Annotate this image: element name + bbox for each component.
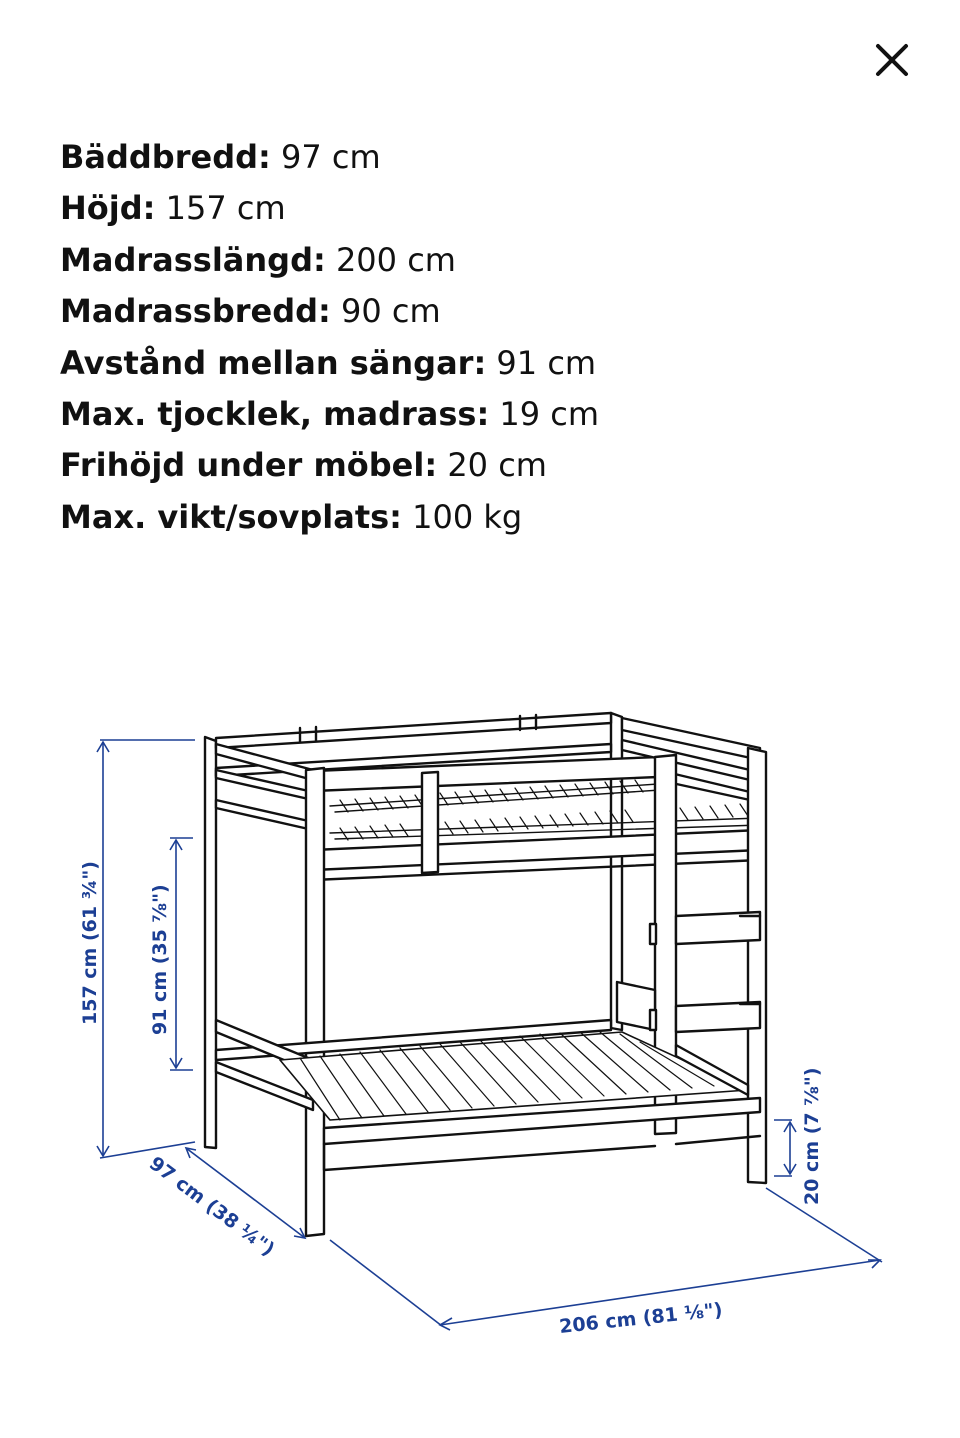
spec-value: 90 cm xyxy=(340,292,441,331)
spec-clearance-under xyxy=(60,440,920,491)
spec-distance-between-beds xyxy=(60,338,920,389)
bunk-bed-dimension-diagram xyxy=(0,700,960,1360)
height-dimension-label: 157 cm (61 ¾") xyxy=(79,861,101,1025)
between-beds-dimension-label: 91 cm (35 ⅞") xyxy=(149,884,171,1035)
clearance-dimension-label: 20 cm (7 ⅞") xyxy=(801,1067,823,1205)
depth-dimension-label: 97 cm (38 ¼") xyxy=(144,1152,279,1261)
spec-mattress-length xyxy=(60,235,920,286)
spec-value: 20 cm xyxy=(447,446,547,485)
spec-bed-width xyxy=(60,132,920,183)
spec-height xyxy=(60,183,920,234)
spec-label: Bäddbredd: xyxy=(60,138,271,176)
clearance-dimension xyxy=(774,1120,796,1176)
spec-label: Höjd: xyxy=(60,189,156,228)
spec-value: 200 cm xyxy=(335,240,456,279)
spec-value: 157 cm xyxy=(165,189,286,228)
close-icon xyxy=(875,43,909,77)
dimension-spec-list xyxy=(60,132,920,543)
close-button[interactable] xyxy=(866,34,918,86)
spec-max-mattress-thickness xyxy=(60,389,920,440)
spec-label: Max. tjocklek, madrass: xyxy=(60,395,490,434)
spec-mattress-width xyxy=(60,286,920,337)
spec-label: Avstånd mellan sängar: xyxy=(60,343,487,382)
spec-value: 19 cm xyxy=(499,395,600,434)
spec-label: Madrasslängd: xyxy=(60,240,326,279)
bunk-bed-drawing xyxy=(205,713,766,1236)
spec-value: 100 kg xyxy=(412,497,523,536)
length-dimension xyxy=(330,1188,882,1330)
spec-value: 97 cm xyxy=(280,138,381,176)
spec-value: 91 cm xyxy=(496,343,597,382)
height-dimension xyxy=(97,740,195,1158)
spec-max-weight xyxy=(60,492,920,543)
between-beds-dimension xyxy=(170,838,193,1070)
length-dimension-label: 206 cm (81 ⅛") xyxy=(558,1298,724,1338)
spec-label: Frihöjd under möbel: xyxy=(60,446,438,485)
spec-label: Madrassbredd: xyxy=(60,292,331,331)
spec-label: Max. vikt/sovplats: xyxy=(60,497,402,536)
